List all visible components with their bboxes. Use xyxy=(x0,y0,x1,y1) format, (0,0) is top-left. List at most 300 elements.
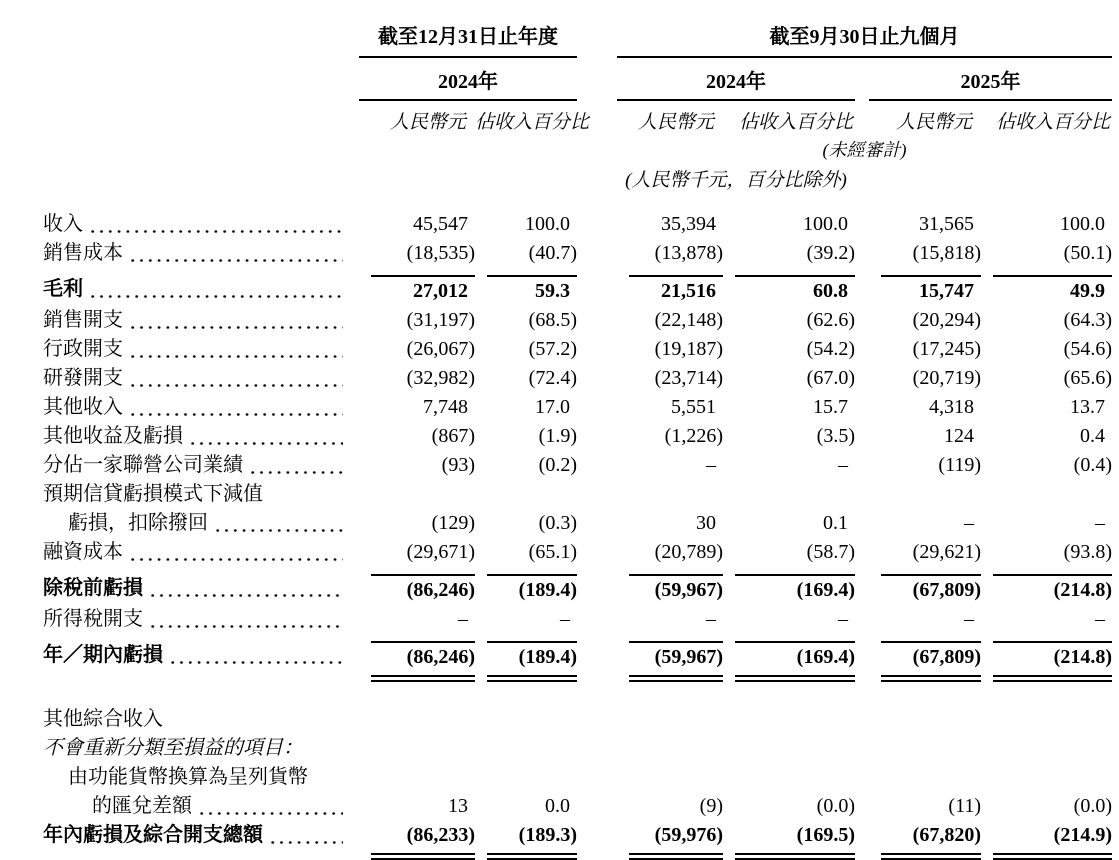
cell-value-text: 45,547 xyxy=(413,213,468,235)
cell-value xyxy=(981,193,1112,239)
cell-value xyxy=(981,451,1112,480)
cell-value xyxy=(869,480,981,509)
cell-value-text: 0.1 xyxy=(823,512,848,534)
cell-value xyxy=(981,605,1112,634)
cell-value xyxy=(869,538,981,567)
cell-value-box xyxy=(735,641,855,682)
cell-value-text: 21,516 xyxy=(661,280,716,302)
row-label xyxy=(7,268,359,304)
cell-value-text: (40.7) xyxy=(528,242,577,264)
cell-value xyxy=(475,567,577,605)
blank-cell xyxy=(869,163,981,193)
cell-value-text: (0.0) xyxy=(1073,795,1112,817)
cell-value-box xyxy=(881,422,981,451)
cell-value-box xyxy=(629,239,723,268)
cell-value xyxy=(359,364,475,393)
cell-value-text: (93) xyxy=(441,454,475,476)
cell-value xyxy=(475,335,577,364)
column-gap xyxy=(855,193,869,239)
dot-leader xyxy=(151,625,343,628)
row-label-text: 其他收入 xyxy=(43,396,123,418)
cell-value xyxy=(723,538,855,567)
blank-cell xyxy=(475,135,577,163)
row-label xyxy=(7,451,359,480)
cell-value-text: 13 xyxy=(448,795,468,817)
row-label-text: 除稅前虧損 xyxy=(43,577,143,599)
cell-value-text: (72.4) xyxy=(528,367,577,389)
column-gap xyxy=(855,705,869,734)
cell-value xyxy=(869,509,981,538)
cell-value-text: – xyxy=(1095,608,1105,630)
cell-value xyxy=(723,393,855,422)
row-label xyxy=(7,393,359,422)
cell-value xyxy=(475,634,577,682)
cell-value xyxy=(723,792,855,821)
cell-value-box xyxy=(371,306,475,335)
cell-value-box xyxy=(993,641,1112,682)
cell-value-text: – xyxy=(560,608,570,630)
cell-value xyxy=(359,763,475,792)
cell-value xyxy=(869,268,981,306)
cell-value xyxy=(475,605,577,634)
table-row xyxy=(7,763,1112,792)
cell-value xyxy=(981,268,1112,306)
dot-leader xyxy=(200,812,343,815)
cell-value-box xyxy=(371,821,475,860)
corner-blank xyxy=(7,100,359,135)
cell-value-text: 60.8 xyxy=(813,280,848,302)
cell-value xyxy=(359,509,475,538)
cell-value xyxy=(475,422,577,451)
cell-value xyxy=(359,821,475,860)
cell-value-text: (189.4) xyxy=(518,646,577,668)
row-label-text: 預期信貸虧損模式下減值 xyxy=(43,483,263,505)
cell-value-text: (13,878) xyxy=(654,242,723,264)
cell-value xyxy=(723,364,855,393)
cell-value xyxy=(981,509,1112,538)
cell-value-box xyxy=(371,509,475,538)
row-label-text: 行政開支 xyxy=(43,338,123,360)
amount-col-header: 人民幣元 xyxy=(895,112,972,133)
cell-value-box xyxy=(487,821,577,860)
cell-value-text: (214.8) xyxy=(1053,646,1112,668)
cell-value-text: (20,789) xyxy=(654,541,723,563)
cell-value-box xyxy=(993,422,1112,451)
cell-value-box xyxy=(881,792,981,821)
cell-value xyxy=(475,509,577,538)
corner-blank xyxy=(7,57,359,100)
cell-value-text: (3.5) xyxy=(816,425,855,447)
cell-value-box xyxy=(881,393,981,422)
cell-value-box xyxy=(629,451,723,480)
column-gap xyxy=(577,734,617,763)
cell-value-box xyxy=(629,335,723,364)
cell-value-box xyxy=(487,239,577,268)
column-gap xyxy=(855,734,869,763)
blank-cell xyxy=(7,135,359,163)
cell-value-box xyxy=(735,210,855,239)
column-gap xyxy=(855,763,869,792)
cell-value-box xyxy=(629,509,723,538)
column-gap xyxy=(577,634,617,682)
column-gap xyxy=(855,163,869,193)
dot-leader xyxy=(131,355,343,358)
column-gap xyxy=(855,509,869,538)
cell-value-text: (189.3) xyxy=(518,824,577,846)
table-row xyxy=(7,364,1112,393)
cell-value-box xyxy=(993,605,1112,634)
cell-value xyxy=(617,792,723,821)
cell-value-text: (867) xyxy=(431,425,475,447)
cell-value-box xyxy=(487,306,577,335)
cell-value-box xyxy=(371,393,475,422)
cell-value xyxy=(617,705,723,734)
cell-value-box xyxy=(993,306,1112,335)
cell-value-box xyxy=(487,641,577,682)
cell-value xyxy=(475,480,577,509)
column-gap xyxy=(855,393,869,422)
cell-value-text: (86,233) xyxy=(406,824,475,846)
cell-value-box xyxy=(371,364,475,393)
cell-value xyxy=(723,567,855,605)
cell-value xyxy=(359,734,475,763)
cell-value xyxy=(723,451,855,480)
cell-value xyxy=(723,763,855,792)
cell-value xyxy=(981,239,1112,268)
percent-col-header: 佔收入百分比 xyxy=(995,112,1110,133)
cell-value xyxy=(869,792,981,821)
cell-value-text: (169.4) xyxy=(796,646,855,668)
cell-value-box xyxy=(487,792,577,821)
cell-value-box xyxy=(881,239,981,268)
row-label xyxy=(7,480,359,509)
corner-blank xyxy=(7,12,359,57)
row-label-text: 年／期內虧損 xyxy=(43,644,163,666)
cell-value-text: (65.6) xyxy=(1063,367,1112,389)
cell-value-box xyxy=(629,605,723,634)
cell-value-box xyxy=(487,509,577,538)
cell-value-box xyxy=(735,335,855,364)
cell-value-text: (23,714) xyxy=(654,367,723,389)
column-gap xyxy=(577,57,617,100)
column-gap xyxy=(855,268,869,306)
cell-value-box xyxy=(371,451,475,480)
row-label-text: 不會重新分類至損益的項目： xyxy=(43,737,303,759)
cell-value-box xyxy=(629,641,723,682)
cell-value-text: 0.4 xyxy=(1080,425,1105,447)
amount-col-header: 人民幣元 xyxy=(637,112,714,133)
cell-value-text: 124 xyxy=(944,425,974,447)
cell-value xyxy=(617,451,723,480)
cell-value-text: (54.6) xyxy=(1063,338,1112,360)
column-gap xyxy=(577,821,617,860)
cell-value-box xyxy=(881,605,981,634)
spacer-cell xyxy=(7,682,1112,705)
cell-value xyxy=(475,268,577,306)
cell-value-text: (1,226) xyxy=(664,425,723,447)
year-label-2024-annual: 2024年 xyxy=(359,57,577,100)
column-gap xyxy=(855,634,869,682)
dot-leader xyxy=(171,661,343,664)
cell-value-text: (68.5) xyxy=(528,309,577,331)
cell-value xyxy=(617,239,723,268)
cell-value-text: – xyxy=(964,512,974,534)
cell-value xyxy=(723,422,855,451)
row-label xyxy=(7,509,359,538)
cell-value xyxy=(869,335,981,364)
cell-value-box xyxy=(735,275,855,306)
cell-value-box xyxy=(371,239,475,268)
cell-value-text: (67,820) xyxy=(912,824,981,846)
cell-value-text: – xyxy=(1095,512,1105,534)
period-header-year-ended: 截至12月31日止年度 xyxy=(359,12,577,57)
column-gap xyxy=(855,821,869,860)
cell-value xyxy=(869,306,981,335)
cell-value-text: (50.1) xyxy=(1063,242,1112,264)
cell-value-box xyxy=(735,451,855,480)
cell-value-box xyxy=(993,821,1112,860)
cell-value xyxy=(723,306,855,335)
column-gap xyxy=(577,393,617,422)
cell-value-box xyxy=(735,538,855,567)
cell-value-text: 15,747 xyxy=(919,280,974,302)
cell-value-text: 4,318 xyxy=(929,396,974,418)
cell-value xyxy=(869,705,981,734)
cell-value-box xyxy=(735,821,855,860)
column-gap xyxy=(855,605,869,634)
cell-value-box xyxy=(735,574,855,605)
column-gap xyxy=(577,135,617,163)
column-gap xyxy=(577,605,617,634)
cell-value-box xyxy=(735,509,855,538)
cell-value-box xyxy=(993,210,1112,239)
cell-value-text: (214.9) xyxy=(1053,824,1112,846)
row-label-text: 年內虧損及綜合開支總額 xyxy=(43,824,263,846)
cell-value-text: (0.3) xyxy=(538,512,577,534)
column-header-row xyxy=(7,100,1112,135)
cell-value xyxy=(723,335,855,364)
cell-value xyxy=(981,705,1112,734)
cell-value-text: (189.4) xyxy=(518,579,577,601)
cell-value-text: (62.6) xyxy=(806,309,855,331)
cell-value xyxy=(869,239,981,268)
dot-leader xyxy=(251,471,343,474)
cell-value-box xyxy=(881,335,981,364)
cell-value-box xyxy=(629,538,723,567)
cell-value xyxy=(981,792,1112,821)
period-header-nine-months: 截至9月30日止九個月 xyxy=(617,12,1112,57)
cell-value xyxy=(723,734,855,763)
row-label xyxy=(7,734,359,763)
cell-value xyxy=(981,393,1112,422)
cell-value xyxy=(617,821,723,860)
table-row xyxy=(7,393,1112,422)
cell-value-box xyxy=(629,275,723,306)
cell-value xyxy=(617,422,723,451)
column-gap xyxy=(855,480,869,509)
cell-value-box xyxy=(735,306,855,335)
cell-value-box xyxy=(881,275,981,306)
column-gap xyxy=(855,335,869,364)
column-gap xyxy=(577,763,617,792)
column-gap xyxy=(577,792,617,821)
cell-value xyxy=(869,567,981,605)
cell-value-text: – xyxy=(838,454,848,476)
cell-value-box xyxy=(629,306,723,335)
cell-value-box xyxy=(487,275,577,306)
cell-value-text: (9) xyxy=(699,795,723,817)
cell-value xyxy=(475,763,577,792)
cell-value xyxy=(359,268,475,306)
cell-value-box xyxy=(629,792,723,821)
cell-value xyxy=(723,634,855,682)
year-header-row xyxy=(7,57,1112,100)
cell-value-box xyxy=(487,422,577,451)
cell-value xyxy=(359,193,475,239)
unit-note-row xyxy=(7,163,1112,193)
column-gap xyxy=(855,451,869,480)
cell-value-box xyxy=(487,538,577,567)
cell-value-text: (57.2) xyxy=(528,338,577,360)
table-row xyxy=(7,268,1112,306)
cell-value-text: 49.9 xyxy=(1070,280,1105,302)
cell-value xyxy=(869,734,981,763)
income-statement-section xyxy=(7,12,1119,860)
cell-value xyxy=(617,306,723,335)
cell-value-box xyxy=(735,792,855,821)
dot-leader xyxy=(131,326,343,329)
blank-cell xyxy=(475,163,577,193)
column-gap xyxy=(577,509,617,538)
cell-value-text: (93.8) xyxy=(1063,541,1112,563)
row-label xyxy=(7,705,359,734)
cell-value-text: (119) xyxy=(938,454,981,476)
dot-leader xyxy=(151,594,343,597)
cell-value-box xyxy=(735,393,855,422)
cell-value-text: (18,535) xyxy=(406,242,475,264)
column-gap xyxy=(577,567,617,605)
cell-value-text: 59.3 xyxy=(535,280,570,302)
cell-value-box xyxy=(881,641,981,682)
cell-value-box xyxy=(993,509,1112,538)
row-label-text: 的匯兌差額 xyxy=(92,795,192,817)
cell-value-box xyxy=(881,538,981,567)
row-label-text: 由功能貨幣換算為呈列貨幣 xyxy=(68,766,308,788)
cell-value-text: (58.7) xyxy=(806,541,855,563)
cell-value xyxy=(359,705,475,734)
cell-value-text: (1.9) xyxy=(538,425,577,447)
cell-value-text: – xyxy=(458,608,468,630)
cell-value-text: (29,621) xyxy=(912,541,981,563)
cell-value xyxy=(475,821,577,860)
cell-value xyxy=(869,422,981,451)
cell-value-box xyxy=(993,451,1112,480)
cell-value-box xyxy=(371,335,475,364)
period-header-row xyxy=(7,12,1112,57)
cell-value xyxy=(981,763,1112,792)
cell-value-text: (15,818) xyxy=(912,242,981,264)
row-label xyxy=(7,792,359,821)
cell-value-box xyxy=(629,393,723,422)
cell-value-text: (19,187) xyxy=(654,338,723,360)
column-gap xyxy=(577,239,617,268)
cell-value-box xyxy=(487,364,577,393)
cell-value-box xyxy=(371,422,475,451)
row-label xyxy=(7,605,359,634)
cell-value xyxy=(359,480,475,509)
table-row xyxy=(7,821,1112,860)
cell-value-text: (0.4) xyxy=(1073,454,1112,476)
row-label-text: 毛利 xyxy=(43,278,83,300)
cell-value-box xyxy=(735,605,855,634)
cell-value xyxy=(981,480,1112,509)
cell-value xyxy=(475,538,577,567)
table-row xyxy=(7,335,1112,364)
cell-value xyxy=(617,335,723,364)
dot-leader xyxy=(131,558,343,561)
cell-value-box xyxy=(629,364,723,393)
cell-value xyxy=(617,538,723,567)
cell-value xyxy=(723,239,855,268)
cell-value-box xyxy=(629,821,723,860)
cell-value-box xyxy=(881,306,981,335)
cell-value xyxy=(359,306,475,335)
blank-cell xyxy=(7,163,359,193)
column-gap xyxy=(855,567,869,605)
cell-value xyxy=(359,634,475,682)
cell-value-box xyxy=(881,509,981,538)
cell-value xyxy=(981,335,1112,364)
cell-value-box xyxy=(993,335,1112,364)
column-gap xyxy=(577,306,617,335)
cell-value xyxy=(359,451,475,480)
cell-value-text: (86,246) xyxy=(406,646,475,668)
percent-col-header: 佔收入百分比 xyxy=(475,112,590,133)
row-label xyxy=(7,634,359,670)
cell-value xyxy=(981,567,1112,605)
cell-value-text: (26,067) xyxy=(406,338,475,360)
table-body xyxy=(7,193,1112,860)
row-label-text: 其他收益及虧損 xyxy=(43,425,183,447)
cell-value-text: 100.0 xyxy=(1060,213,1105,235)
cell-value-text: (17,245) xyxy=(912,338,981,360)
column-gap xyxy=(577,335,617,364)
cell-value xyxy=(359,335,475,364)
cell-value xyxy=(359,393,475,422)
cell-value-text: 17.0 xyxy=(535,396,570,418)
cell-value-text: 100.0 xyxy=(803,213,848,235)
cell-value-text: 13.7 xyxy=(1070,396,1105,418)
cell-value-text: (0.0) xyxy=(816,795,855,817)
row-label-text: 所得稅開支 xyxy=(43,608,143,630)
cell-value xyxy=(475,193,577,239)
unaudited-note-row xyxy=(7,135,1112,163)
cell-value-text: (29,671) xyxy=(406,541,475,563)
cell-value-text: – xyxy=(706,608,716,630)
cell-value-text: (214.8) xyxy=(1053,579,1112,601)
row-label-text: 銷售開支 xyxy=(43,309,123,331)
cell-value xyxy=(869,193,981,239)
row-label-text: 收入 xyxy=(43,213,83,235)
cell-value xyxy=(723,193,855,239)
table-row xyxy=(7,509,1112,538)
cell-value-box xyxy=(487,393,577,422)
unit-note: (人民幣千元，百分比除外) xyxy=(625,170,847,191)
dot-leader xyxy=(131,413,343,416)
percent-col-header: 佔收入百分比 xyxy=(738,112,853,133)
cell-value-box xyxy=(881,821,981,860)
cell-value xyxy=(617,268,723,306)
